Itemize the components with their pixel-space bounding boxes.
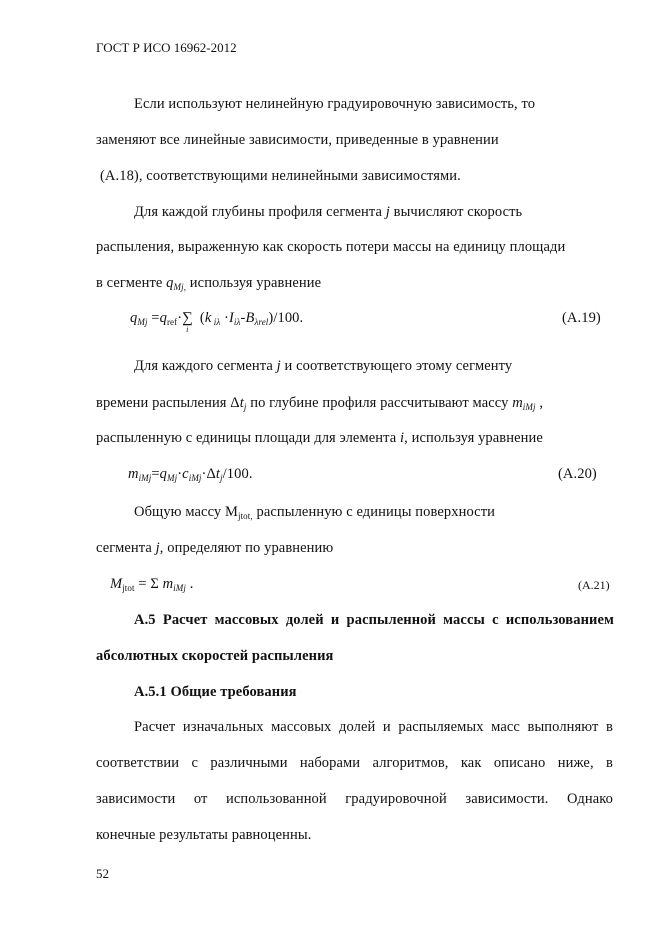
section-a51-heading: А.5.1 Общие требования xyxy=(134,684,297,700)
equation-a20-number: (А.20) xyxy=(558,466,597,482)
equation-a21: $M_{jtot} = \Sigma$ $m_{iMj}$ . xyxy=(110,576,194,593)
paragraph-3-line-3: распыленную с единицы площади для элемента i, используя уравнение xyxy=(96,430,543,446)
paragraph-2-line-1: Для каждой глубины профиля сегмента j вычисляют скорость xyxy=(134,204,523,220)
paragraph-5-line-1: Расчет изначальных массовых долей и распыляемых масс выполняют в xyxy=(134,719,613,735)
equation-a20: $m_{iMj}=q_{Mj}\cdot c_{iMj}\cdot\Delta t_j/100$. xyxy=(128,466,253,483)
sum-operator: ∑ i xyxy=(182,310,193,334)
paragraph-1-line-1: Если используют нелинейную градуировочную зависимость, то xyxy=(134,96,536,112)
equation-a19-number: (А.19) xyxy=(562,310,601,326)
section-a5-heading-line-1: А.5 Расчет массовых долей и распыленной массы с использованием xyxy=(134,612,614,628)
section-a5-heading-line-2: абсолютных скоростей распыления xyxy=(96,648,334,664)
document-id-header: ГОСТ Р ИСО 16962-2012 xyxy=(96,40,237,55)
equation-a19: $q_{Mj} =q_{ref}\cdot\sum$ i (k $_{i\lambda} \cdot I_{i\lambda}-B_{\lambda rel})/100$. xyxy=(130,310,304,334)
paragraph-1-line-2: заменяют все линейные зависимости, приведенные в уравнении xyxy=(96,132,499,148)
paragraph-4-line-1: Общую массу $M_{jtot,}$ распыленную с единицы поверхности xyxy=(134,504,495,521)
paragraph-1-line-3: (А.18), соответствующими нелинейными зависимостями. xyxy=(100,168,461,184)
paragraph-2-line-3: в сегменте $q_{Mj,}$ используя уравнение xyxy=(96,275,322,292)
equation-a21-number: (А.21) xyxy=(578,578,610,592)
paragraph-5-line-4: конечные результаты равноценны. xyxy=(96,827,312,843)
paragraph-5-line-2: соответствии с различными наборами алгоритмов, как описано ниже, в xyxy=(96,755,613,771)
paragraph-3-line-2: времени распыления $\Delta t_j$ по глубине профиля рассчитывают массу $m_{iMj}$ , xyxy=(96,395,544,412)
paragraph-3-line-1: Для каждого сегмента j и соответствующего этому сегменту xyxy=(134,358,513,374)
paragraph-4-line-2: сегмента j, определяют по уравнению xyxy=(96,540,334,556)
paragraph-2-line-2: распыления, выраженную как скорость потери массы на единицу площади xyxy=(96,239,566,255)
paragraph-5-line-3: зависимости от использованной градуировочной зависимости. Однако xyxy=(96,791,613,807)
page-number: 52 xyxy=(96,866,109,881)
